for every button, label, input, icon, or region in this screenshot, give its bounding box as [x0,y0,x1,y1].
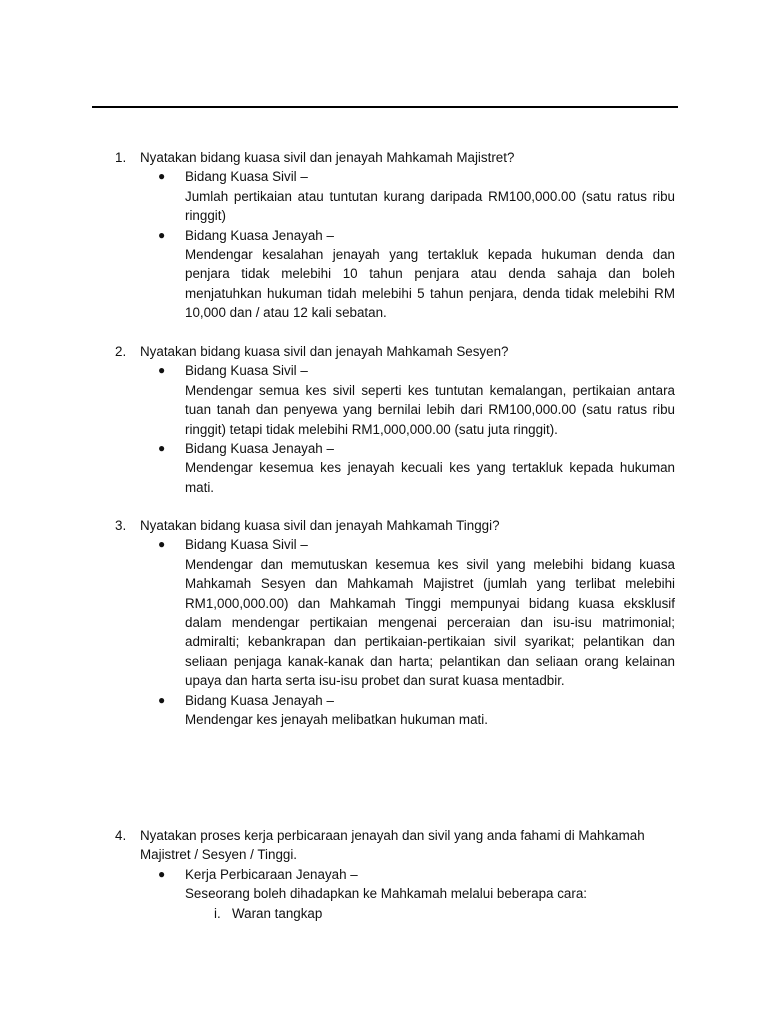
bullet-item [0,167,768,225]
question-text: Nyatakan proses kerja perbicaraan jenayah dan sivil yang anda fahami di Mahkamah [140,828,645,843]
bullet-label: Bidang Kuasa Sivil – [185,169,308,185]
header-rule [92,106,678,108]
question-number: 2. [115,344,127,359]
question-4 [0,826,768,923]
bullet-icon: ● [158,692,166,707]
bullet-body: Mendengar kes jenayah melibatkan hukuman mati. [185,712,488,728]
bullet-item [0,865,768,904]
question-number: 1. [115,150,127,165]
bullet-body: Seseorang boleh dihadapkan ke Mahkamah melalui beberapa cara: [185,886,587,902]
bullet-item [0,691,768,730]
bullet-icon: ● [158,363,166,378]
bullet-icon: ● [158,169,166,184]
bullet-label: Bidang Kuasa Jenayah – [185,692,334,708]
bullet-icon: ● [158,227,166,242]
question-1 [0,148,768,323]
bullet-icon: ● [158,866,166,881]
bullet-item [0,361,768,439]
question-text: Nyatakan bidang kuasa sivil dan jenayah Mahkamah Majistret? [140,150,515,165]
question-text: Nyatakan bidang kuasa sivil dan jenayah Mahkamah Tinggi? [140,518,500,533]
bullet-icon: ● [158,537,166,552]
question-number: 3. [115,518,127,533]
question-3 [0,516,768,729]
sub-item-text: Waran tangkap [232,905,323,921]
bullet-body: Mendengar kesalahan jenayah yang tertakluk kepada hukuman denda dan penjara tidak melebihi 10 tahun penjara atau denda sahaja dan boleh menjatuhkan hukuman tidah melebihi 5 tahun penjara, denda tidak melebihi RM 10,000 dan / atau 12 kali sebatan. [185,246,675,321]
bullet-label: Bidang Kuasa Jenayah – [185,227,334,243]
bullet-body: Mendengar semua kes sivil seperti kes tuntutan kemalangan, pertikaian antara tuan tanah dan penyewa yang bernilai lebih dari RM100,000.00 (satu ratus ribu ringgit) tetapi tidak melebihi RM1,000,000.00 (satu juta ringgit). [185,382,675,437]
bullet-item [0,439,768,497]
bullet-item [0,226,768,323]
bullet-label: Bidang Kuasa Jenayah – [185,441,334,456]
question-2 [0,342,768,497]
bullet-body: Jumlah pertikaian atau tuntutan kurang daripada RM100,000.00 (satu ratus ribu ringgit) [185,188,675,224]
bullet-body: Mendengar dan memutuskan kesemua kes sivil yang melebihi bidang kuasa Mahkamah Sesyen dan Mahkamah Majistret (jumlah yang terlibat melebihi RM1,000,000.00) dan Mahkamah Tinggi mempunyai bidang kuasa eksklusif dalam mendengar pertikaian mengenai perceraian dan isu-isu matrimonial; admiralti; kebankrapan dan pertikaian-pertikaian sivil syarikat; pelantikan dan seliaan penjaga kanak-kanak dan harta; pelantikan dan seliaan orang kelainan upaya dan harta serta isu-isu probet dan surat kuasa mentadbir. [185,556,675,689]
question-text-continued: Majistret / Sesyen / Tinggi. [140,847,298,863]
bullet-label: Bidang Kuasa Sivil – [185,537,308,553]
question-text: Nyatakan bidang kuasa sivil dan jenayah Mahkamah Sesyen? [140,344,509,359]
question-number: 4. [115,828,127,843]
sub-list-item [0,904,768,923]
bullet-item [0,535,768,690]
bullet-icon: ● [158,441,166,455]
sub-item-number: i. [214,905,221,921]
bullet-label: Kerja Perbicaraan Jenayah – [185,866,358,882]
bullet-body: Mendengar kesemua kes jenayah kecuali kes yang tertakluk kepada hukuman mati. [185,460,675,495]
bullet-label: Bidang Kuasa Sivil – [185,363,308,379]
